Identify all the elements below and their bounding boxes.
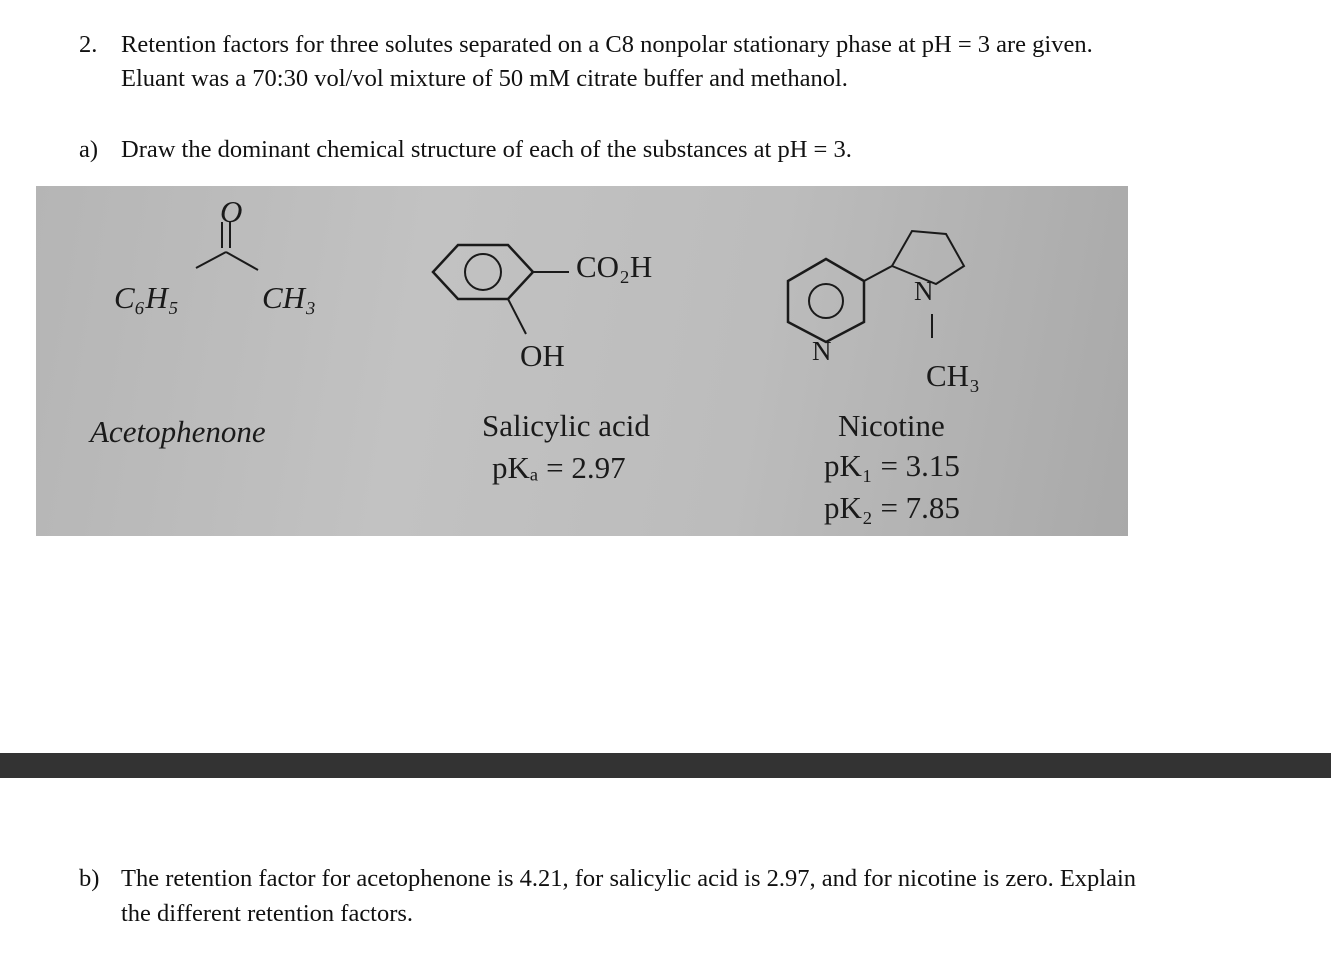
question-text-line-2: Eluant was a 70:30 vol/vol mixture of 50 mM citrate buffer and methanol.: [121, 65, 848, 92]
question-text-line-1: Retention factors for three solutes separated on a C8 nonpolar stationary phase at pH = 3 are given.: [121, 31, 1093, 58]
salicylic-acid-pka: pKₐ = 2.97: [492, 450, 626, 485]
section-divider: [0, 753, 1331, 778]
n-methyl-label: CH₃: [926, 358, 980, 393]
ring-link-bond: [864, 266, 892, 281]
hydroxyl-group-label: OH: [520, 338, 565, 373]
methyl-group-label: CH₃: [262, 280, 316, 315]
acetophenone-right-bond: [226, 252, 258, 270]
pyrrolidine-nitrogen: N: [914, 276, 934, 306]
part-a-text: Draw the dominant chemical structure of each of the substances at pH = 3.: [121, 136, 852, 163]
carbonyl-oxygen: O: [220, 194, 243, 229]
part-b-text-line-2: the different retention factors.: [121, 900, 414, 927]
nicotine-pk1: pK₁ = 3.15: [824, 448, 960, 483]
phenyl-group-label: C₆H₅: [114, 280, 179, 315]
aromatic-circle: [465, 254, 501, 290]
carboxyl-group-label: CO₂H: [576, 249, 653, 284]
acetophenone-name: Acetophenone: [90, 414, 266, 449]
salicylic-acid-name: Salicylic acid: [482, 408, 650, 443]
part-b-text-line-1: The retention factor for acetophenone is 4.21, for salicylic acid is 2.97, and for nicotine is zero. Explain: [121, 865, 1137, 892]
part-b-label: b): [79, 865, 100, 892]
nicotine-name: Nicotine: [838, 408, 945, 443]
pyridine-nitrogen: N: [812, 336, 832, 366]
pyridine-aromatic-circle: [809, 284, 843, 318]
acetophenone-left-bond: [196, 252, 226, 268]
structures-photo: [36, 186, 1128, 536]
question-number: 2.: [79, 31, 98, 58]
pyridine-ring-icon: [788, 259, 864, 342]
nicotine-pk2: pK₂ = 7.85: [824, 490, 960, 525]
part-a-label: a): [79, 136, 99, 163]
hydroxyl-bond: [508, 299, 526, 334]
